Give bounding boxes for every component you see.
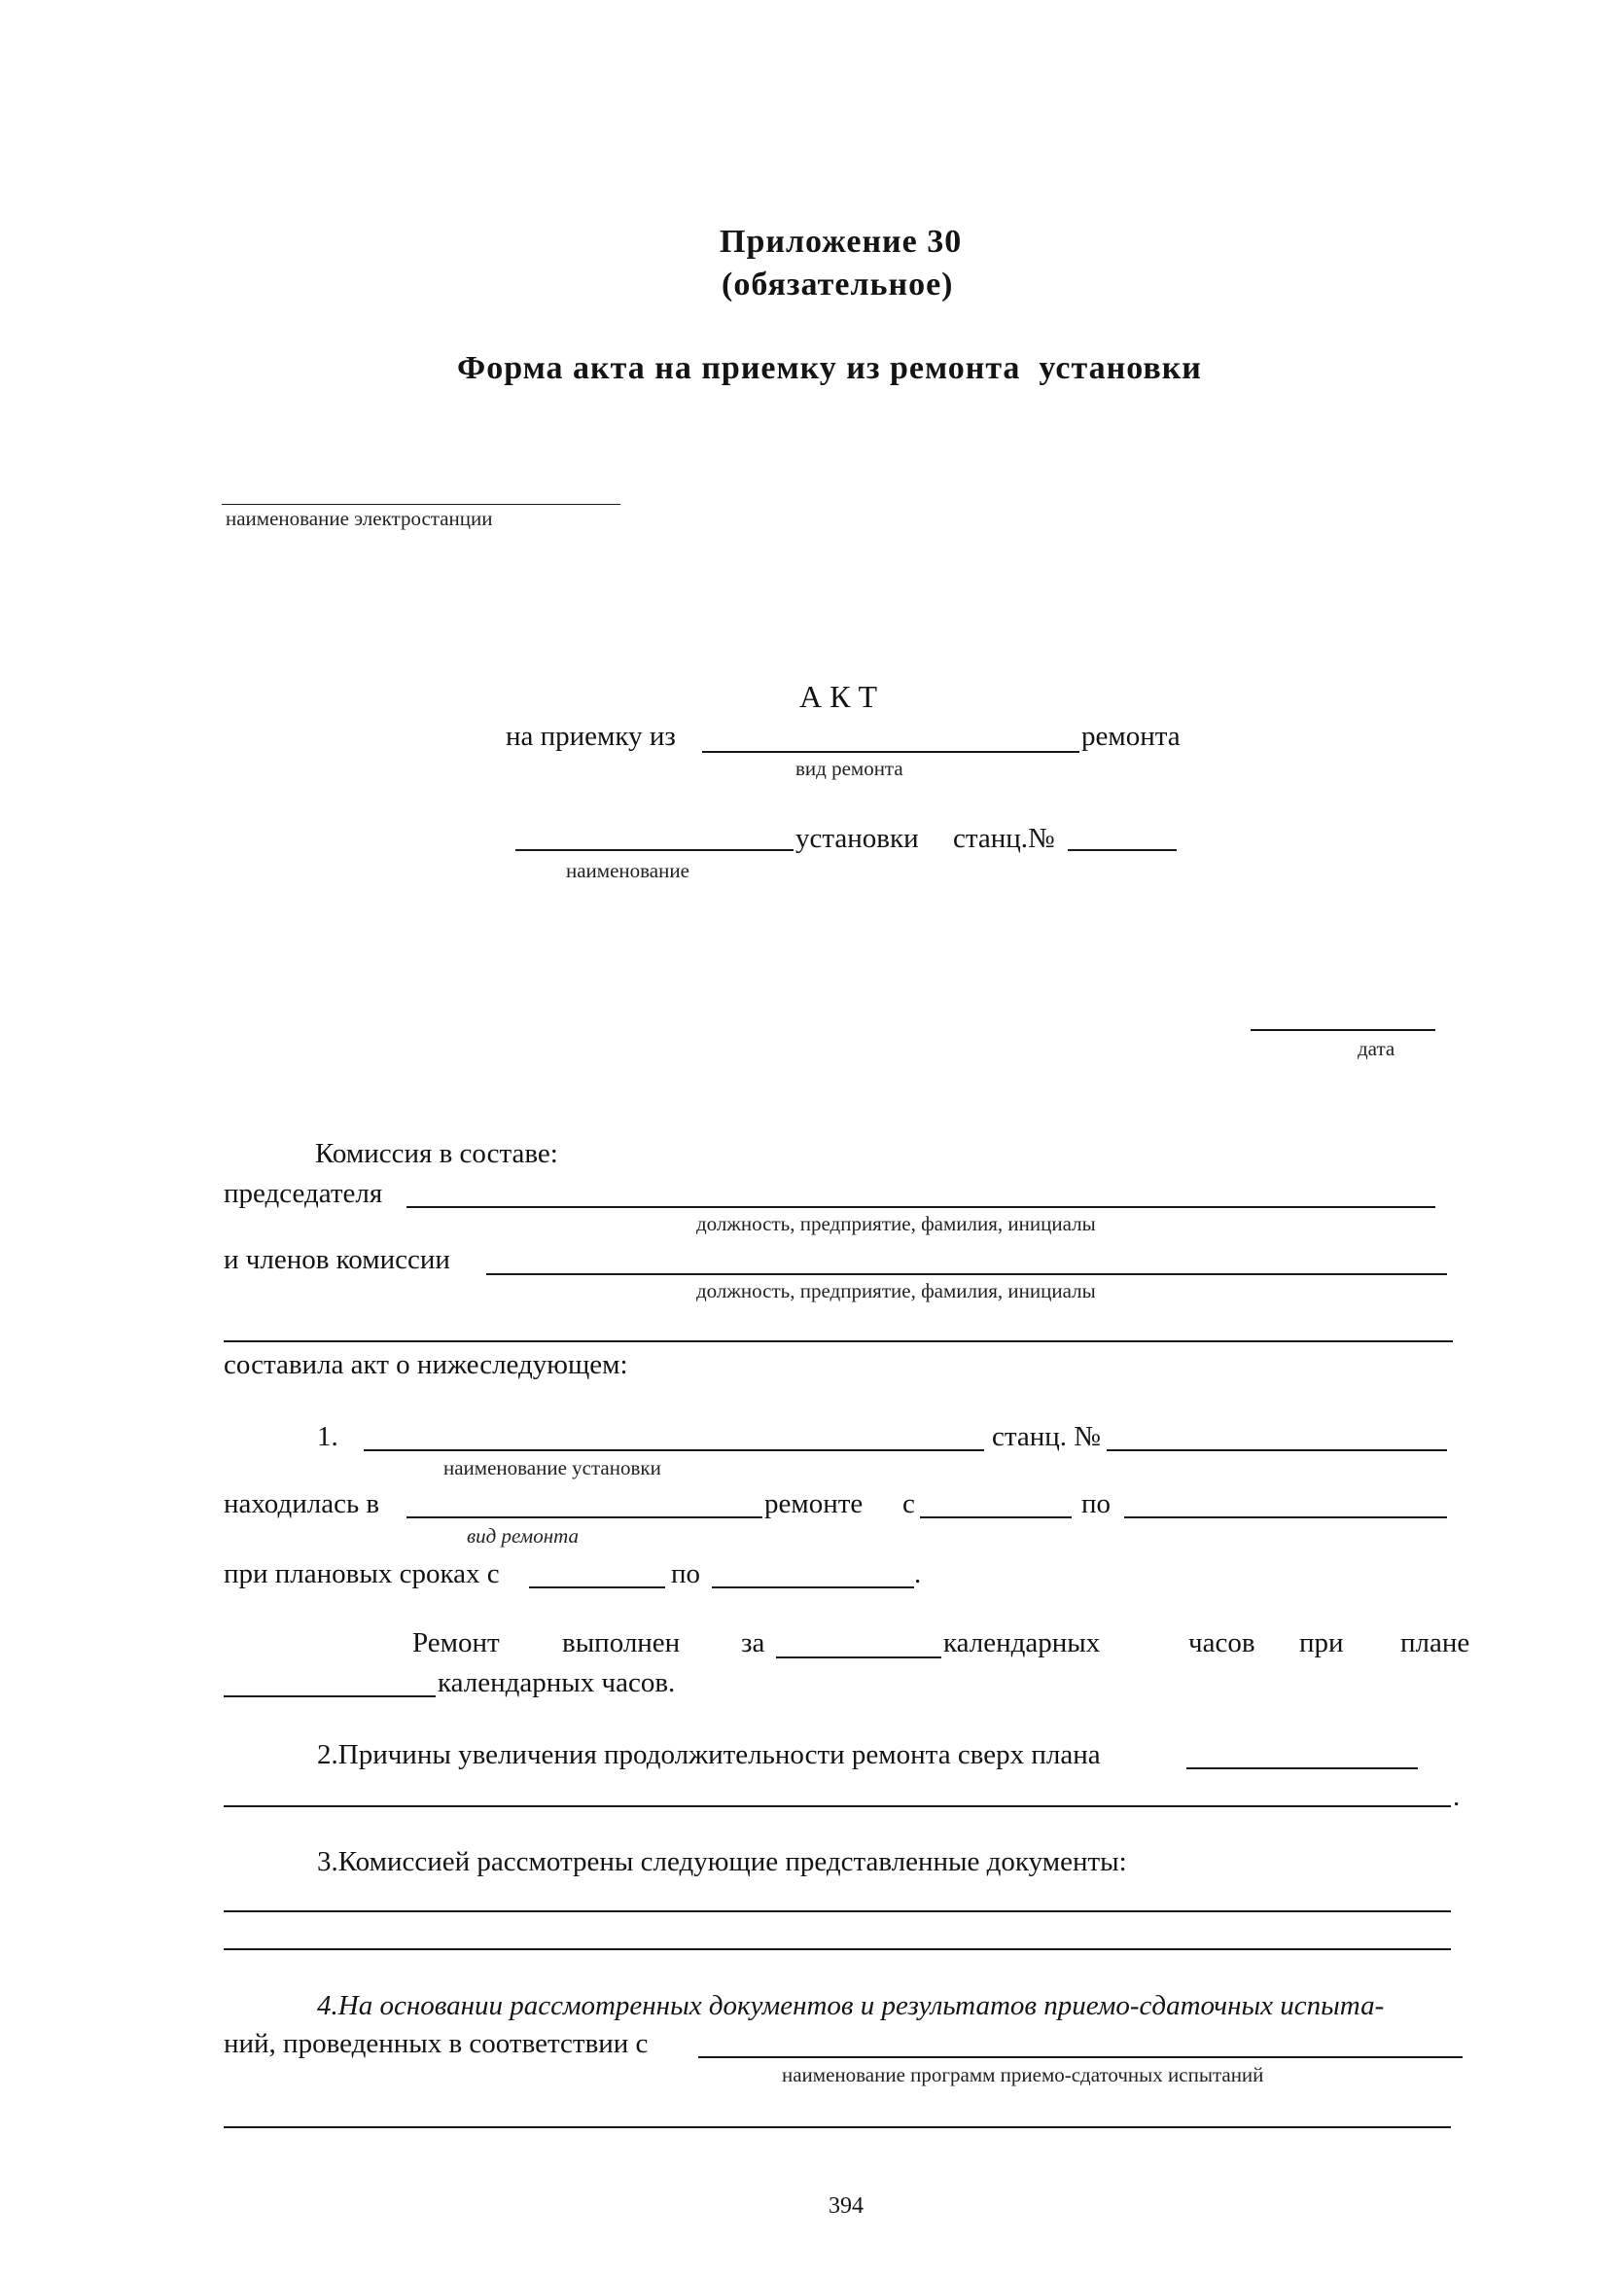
date-line[interactable] [1251, 1029, 1435, 1031]
repair-done-word-1: Ремонт [412, 1627, 500, 1658]
page-number: 394 [829, 2193, 864, 2219]
station-number-line[interactable] [1068, 849, 1177, 851]
drafted-text: составила акт о нижеследующем: [224, 1349, 628, 1380]
repair-type-caption: вид ремонта [795, 757, 903, 780]
act-title: А К Т [799, 679, 877, 714]
installation-name-caption: наименование установки [443, 1456, 661, 1479]
unit-label: установки [795, 823, 919, 854]
item1-station-line[interactable] [1107, 1449, 1447, 1451]
item1-repair-type-caption: вид ремонта [467, 1524, 580, 1548]
repair-done-word-3: за [741, 1627, 765, 1658]
mandatory-label: (обязательное) [722, 267, 954, 303]
members-caption: должность, предприятие, фамилия, инициалы [696, 1279, 1096, 1302]
repair-type-line[interactable] [702, 751, 1079, 753]
unit-name-line[interactable] [515, 849, 794, 851]
plant-name-caption: наименование электростанции [226, 507, 493, 530]
documents-line-1[interactable] [224, 1910, 1451, 1912]
installation-name-line[interactable] [364, 1449, 984, 1451]
planned-to-line[interactable] [712, 1586, 914, 1588]
was-in-label: находилась в [224, 1488, 380, 1519]
to-date-line[interactable] [1124, 1516, 1447, 1518]
plant-name-line[interactable] [222, 504, 620, 505]
planned-label: при плановых сроках с [224, 1558, 500, 1589]
from-date-line[interactable] [920, 1516, 1072, 1518]
repair-word: ремонте [764, 1488, 864, 1519]
members-line-2[interactable] [224, 1340, 1453, 1342]
to-label: по [1081, 1488, 1112, 1519]
intake-suffix: ремонта [1081, 721, 1181, 752]
chair-line[interactable] [406, 1206, 1435, 1208]
repair-done-word-7: плане [1400, 1627, 1470, 1658]
item1-repair-type-line[interactable] [406, 1516, 762, 1518]
from-label: с [902, 1488, 915, 1519]
form-title: Форма акта на приемку из ремонта установки [457, 350, 1202, 386]
repair-done-word-4: календарных [943, 1627, 1101, 1658]
commission-intro: Комиссия в составе: [315, 1138, 558, 1169]
planned-period: . [914, 1558, 922, 1589]
item4-line-1: 4.На основании рассмотренных документов и результатов приемо-сдаточных испыта- [317, 1990, 1385, 2021]
item2-text: 2.Причины увеличения продолжительности ремонта сверх плана [317, 1739, 1101, 1770]
chair-label: председателя [224, 1178, 383, 1209]
planned-hours-line[interactable] [224, 1695, 436, 1697]
test-programs-caption: наименование программ приемо-сдаточных испытаний [782, 2063, 1264, 2086]
repair-done-word-2: выполнен [562, 1627, 681, 1658]
item2-reason-line[interactable] [1186, 1767, 1418, 1769]
documents-line-2[interactable] [224, 1948, 1451, 1950]
item2-reason-line-2[interactable] [224, 1805, 1451, 1807]
test-programs-line[interactable] [698, 2056, 1463, 2058]
planned-from-line[interactable] [529, 1586, 665, 1588]
item2-period: . [1453, 1781, 1461, 1812]
item4-line-2: ний, проведенных в соответствии с [224, 2028, 649, 2059]
unit-name-caption: наименование [566, 859, 689, 882]
item1-station-label: станц. № [992, 1421, 1101, 1452]
repair-done-line-2: календарных часов. [438, 1667, 676, 1698]
test-programs-line-2[interactable] [224, 2126, 1451, 2128]
members-line[interactable] [486, 1273, 1447, 1275]
intake-prefix: на приемку из [506, 721, 676, 752]
chair-caption: должность, предприятие, фамилия, инициалы [696, 1212, 1096, 1235]
date-caption: дата [1358, 1037, 1395, 1060]
appendix-label: Приложение 30 [720, 224, 963, 260]
station-number-label: станц.№ [953, 823, 1055, 854]
repair-done-word-6: при [1299, 1627, 1344, 1658]
members-label: и членов комиссии [224, 1244, 450, 1275]
planned-to-label: по [671, 1558, 701, 1589]
item3-text: 3.Комиссией рассмотрены следующие представленные документы: [317, 1846, 1127, 1877]
actual-hours-line[interactable] [776, 1656, 941, 1658]
repair-done-word-5: часов [1188, 1627, 1255, 1658]
item1-number: 1. [317, 1421, 338, 1452]
